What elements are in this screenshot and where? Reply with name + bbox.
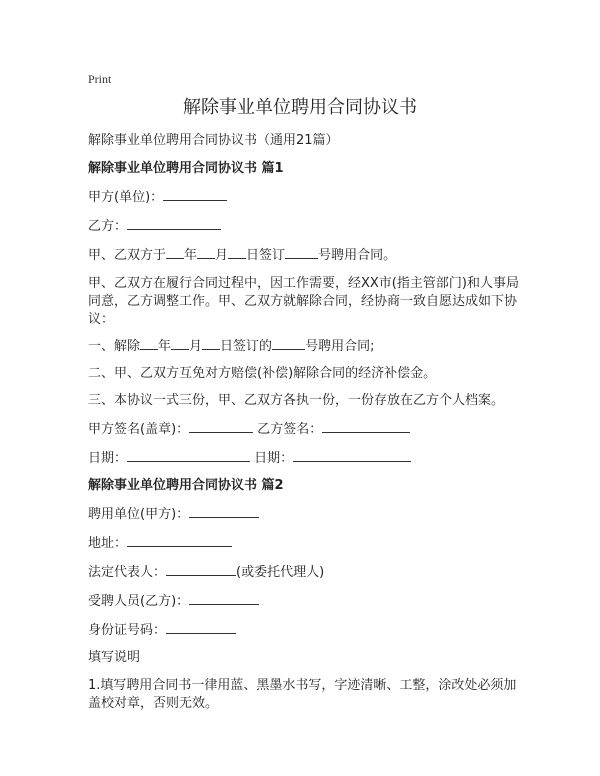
blank-field <box>189 505 259 518</box>
date-a-label: 日期： <box>88 451 128 466</box>
blank-field <box>293 449 411 462</box>
blank-field <box>272 337 305 350</box>
party-a-line <box>88 188 520 206</box>
blank-field <box>163 188 227 201</box>
blank-field <box>166 246 184 259</box>
blank-field <box>171 337 189 350</box>
text: 日签订 <box>246 248 286 263</box>
blank-field <box>228 246 246 259</box>
party-b-line <box>88 217 520 235</box>
text: 号聘用合同。 <box>318 248 397 263</box>
section-heading-1: 解除事业单位聘用合同协议书 篇1 <box>88 161 284 176</box>
blank-field <box>285 246 318 259</box>
address-line <box>88 534 520 552</box>
print-link[interactable]: Print <box>88 72 112 86</box>
item-1 <box>88 337 520 355</box>
text: 年 <box>184 248 198 263</box>
section-heading-2: 解除事业单位聘用合同协议书 篇2 <box>88 478 284 493</box>
instructions-heading: 填写说明 <box>88 650 141 665</box>
blank-field <box>166 563 236 576</box>
blank-field <box>189 420 253 433</box>
text: 一、解除 <box>88 339 141 354</box>
blank-field <box>166 621 236 634</box>
id-number-line <box>88 621 520 639</box>
blank-field <box>127 534 232 547</box>
instruction-1: 1.填写聘用合同书一律用蓝、黑墨水书写，字迹清晰、工整，涂改处必须加盖校对章，否则无效。 <box>88 678 517 711</box>
id-number-label: 身份证号码： <box>88 623 167 638</box>
blank-field <box>322 420 410 433</box>
legal-rep-line <box>88 563 520 581</box>
page-title: 解除事业单位聘用合同协议书 <box>183 97 417 118</box>
address-label: 地址： <box>88 536 128 551</box>
legal-rep-label: 法定代表人： <box>88 565 167 580</box>
party-a-label: 甲方(单位)： <box>88 190 164 205</box>
document-subtitle: 解除事业单位聘用合同协议书（通用21篇） <box>88 133 339 148</box>
employer-line <box>88 505 520 523</box>
blank-field <box>197 246 215 259</box>
text: 甲、乙双方于 <box>88 248 167 263</box>
blank-field <box>140 337 158 350</box>
blank-field <box>127 217 221 230</box>
party-b-label: 乙方： <box>88 219 128 234</box>
blank-field <box>202 337 220 350</box>
party-b-signature-label: 乙方签名： <box>257 422 323 437</box>
signature-line <box>88 420 520 438</box>
text: 月 <box>189 339 203 354</box>
text: 日签订的 <box>220 339 273 354</box>
blank-field <box>189 592 259 605</box>
text: 号聘用合同; <box>305 339 375 354</box>
date-line <box>88 449 520 467</box>
agreement-paragraph: 甲、乙双方在履行合同过程中，因工作需要，经XX市(指主管部门)和人事局同意，乙方调整工作。甲、乙双方就解除合同，经协商一致自愿达成如下协议： <box>88 276 519 327</box>
employee-line <box>88 592 520 610</box>
employer-label: 聘用单位(甲方)： <box>88 507 190 522</box>
text: 年 <box>158 339 172 354</box>
party-a-signature-label: 甲方签名(盖章)： <box>88 422 190 437</box>
contract-date-line <box>88 246 520 264</box>
legal-rep-note: (或委托代理人) <box>236 565 325 580</box>
employee-label: 受聘人员(乙方)： <box>88 594 190 609</box>
item-2: 二、甲、乙双方互免对方赔偿(补偿)解除合同的经济补偿金。 <box>88 366 437 381</box>
text: 月 <box>215 248 229 263</box>
item-3: 三、本协议一式三份，甲、乙双方各执一份，一份存放在乙方个人档案。 <box>88 393 505 408</box>
date-b-label: 日期： <box>254 451 294 466</box>
blank-field <box>127 449 250 462</box>
